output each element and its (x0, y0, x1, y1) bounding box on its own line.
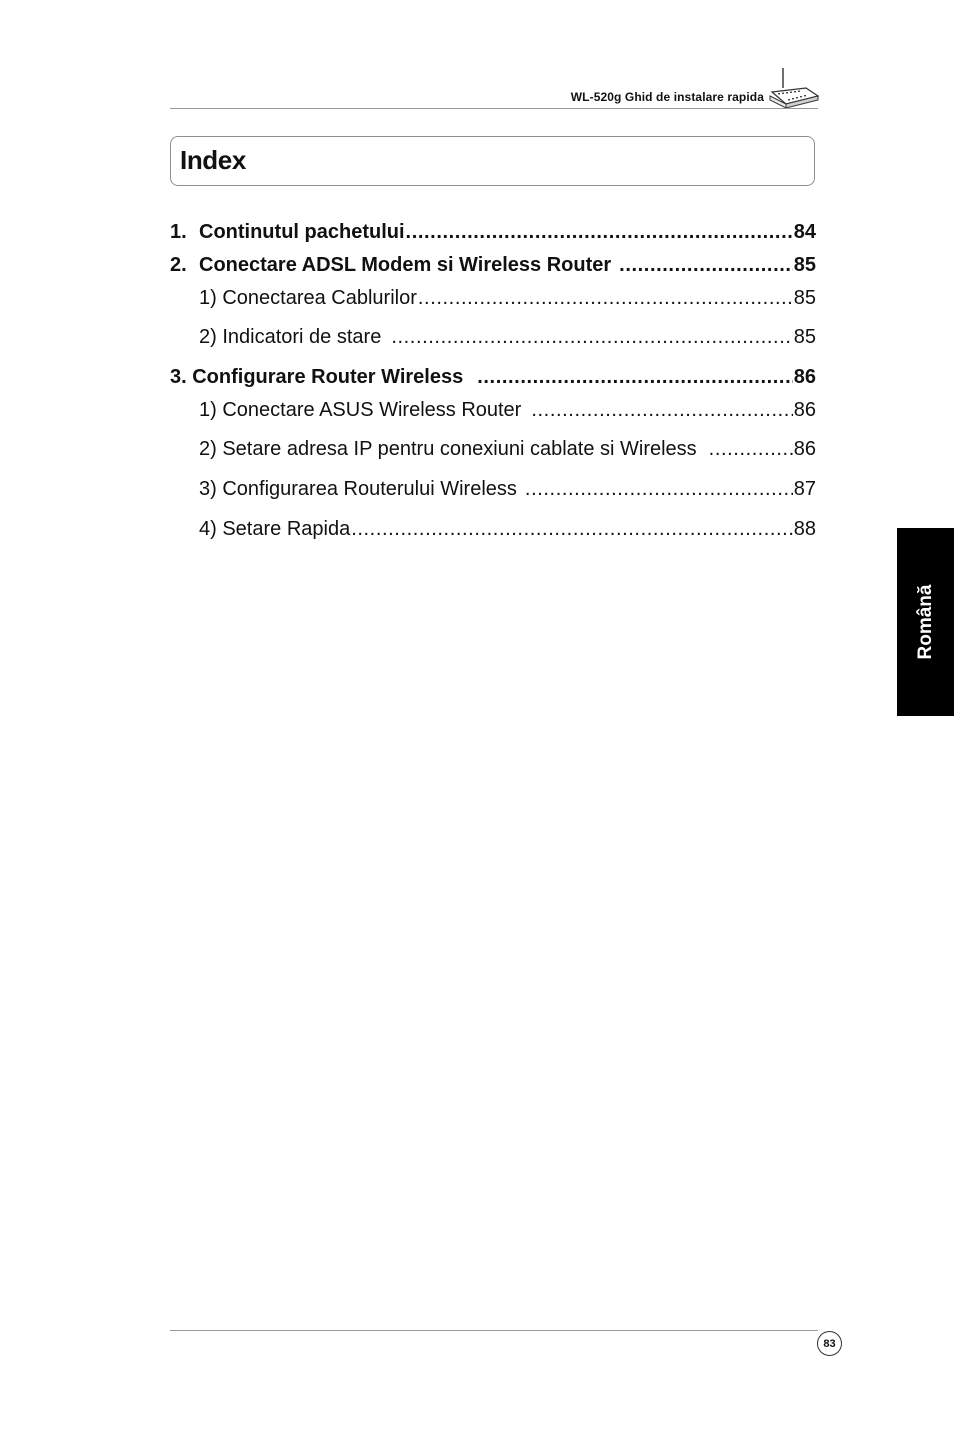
toc-entry-number: 2. (170, 254, 187, 276)
running-header: WL-520g Ghid de instalare rapida (570, 90, 764, 104)
dot-leader (531, 398, 792, 422)
toc-entry-label: 3. Configurare Router Wireless (170, 366, 464, 388)
language-side-tab (897, 528, 954, 716)
dot-leader (406, 220, 793, 244)
toc-entry-page: 86 (793, 399, 816, 421)
footer-divider (170, 1330, 818, 1331)
dot-leader (351, 517, 793, 541)
toc-entry[interactable] (199, 517, 816, 541)
toc-entry-label: 3) Configurarea Routerului Wireless (199, 478, 517, 500)
dot-leader (709, 437, 793, 461)
toc-entry[interactable] (199, 398, 816, 422)
toc-entry[interactable] (170, 253, 816, 277)
toc-entry-page: 84 (793, 221, 816, 243)
toc-entry-label: 1) Conectare ASUS Wireless Router (199, 399, 522, 421)
toc-entry[interactable] (199, 437, 816, 461)
toc-entry-label: Continutul pachetului (199, 221, 405, 243)
toc-entry-page: 85 (793, 254, 816, 276)
toc-entry-number: 1. (170, 221, 187, 243)
toc-entry-label: 2) Indicatori de stare (199, 326, 382, 348)
toc-entry-page: 85 (793, 287, 816, 309)
toc-entry-label: 1) Conectarea Cablurilor (199, 287, 417, 309)
toc-entry[interactable] (199, 286, 816, 310)
toc-entry[interactable] (170, 220, 816, 244)
toc-entry-label: 4) Setare Rapida (199, 518, 351, 540)
dot-leader (619, 253, 793, 277)
toc-entry-label: Conectare ADSL Modem si Wireless Router (199, 254, 612, 276)
toc-entry[interactable] (199, 477, 816, 501)
language-label: Română (914, 584, 936, 660)
toc-entry-page: 88 (793, 518, 816, 540)
toc-entry-label: 2) Setare adresa IP pentru conexiuni cablate si Wireless (199, 438, 697, 460)
index-heading-box (170, 136, 815, 186)
toc-entry-page: 87 (793, 478, 816, 500)
dot-leader (525, 477, 793, 501)
header-divider (170, 108, 818, 109)
toc-entry-page: 85 (793, 326, 816, 348)
toc-entry-page: 86 (793, 366, 816, 388)
toc-entry[interactable] (199, 325, 816, 349)
page-title: Index (180, 145, 246, 175)
page-number: 83 (817, 1331, 842, 1356)
dot-leader (391, 325, 792, 349)
toc-entry-page: 86 (793, 438, 816, 460)
dot-leader (477, 365, 793, 389)
router-icon (766, 66, 820, 110)
dot-leader (418, 286, 793, 310)
toc-entry[interactable] (170, 365, 816, 389)
